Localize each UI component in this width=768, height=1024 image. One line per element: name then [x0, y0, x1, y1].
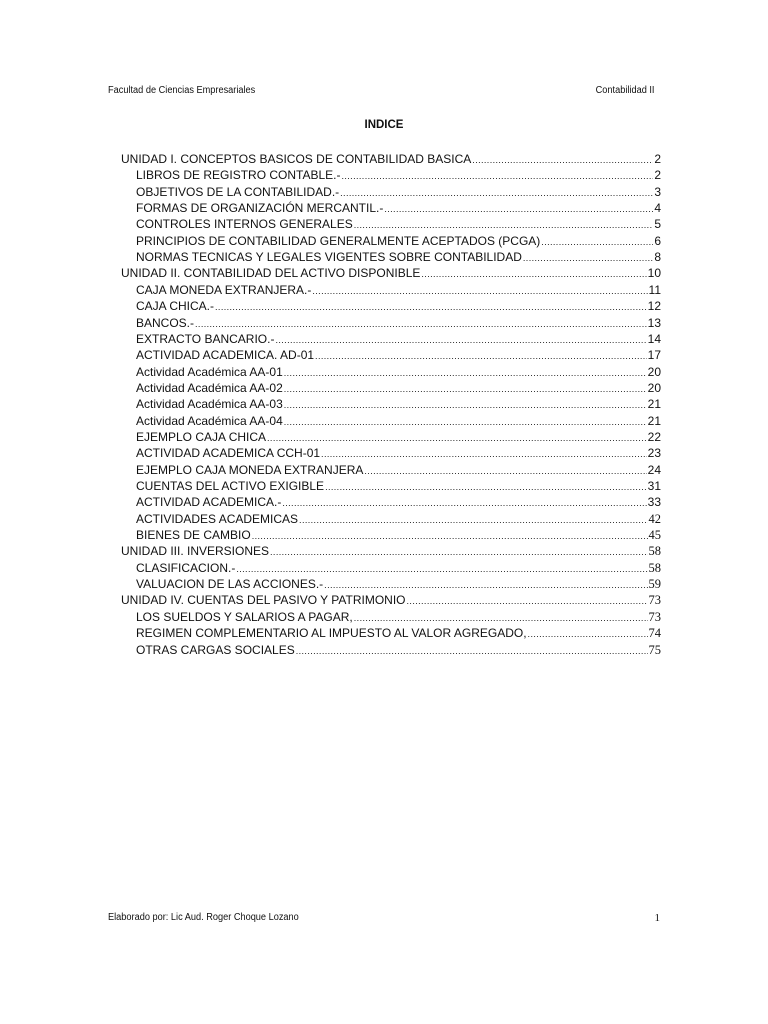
toc-entry[interactable] — [136, 413, 661, 429]
toc-entry[interactable] — [136, 249, 661, 265]
toc-entry-label: Actividad Académica AA-02 — [136, 380, 283, 395]
page-header — [108, 85, 655, 99]
dot-leader — [195, 316, 647, 331]
toc-entry-label: REGIMEN COMPLEMENTARIO AL IMPUESTO AL VALOR AGREGADO, — [136, 626, 527, 641]
toc-entry-page: 58 — [648, 560, 661, 575]
toc-unit-entry[interactable] — [121, 543, 661, 559]
toc-entry-page: 2 — [654, 152, 661, 166]
toc-entry[interactable] — [136, 609, 661, 625]
dot-leader — [267, 430, 647, 445]
dot-leader — [299, 512, 647, 527]
dot-leader — [252, 528, 648, 543]
dot-leader — [321, 446, 647, 461]
toc-entry[interactable] — [136, 560, 661, 576]
toc-entry-label: CUENTAS DEL ACTIVO EXIGIBLE — [136, 479, 325, 493]
toc-entry-label: EJEMPLO CAJA MONEDA EXTRANJERA — [136, 462, 364, 477]
toc-entry-label: ACTIVIDAD ACADEMICA CCH-01 — [136, 446, 321, 461]
dot-leader — [325, 479, 647, 494]
toc-entry[interactable] — [136, 642, 661, 658]
toc-entry-label: NORMAS TECNICAS Y LEGALES VIGENTES SOBRE CONTABILIDAD — [136, 250, 522, 265]
toc-entry-page: 17 — [647, 348, 661, 363]
toc-entry-page: 4 — [654, 201, 661, 216]
toc-entry-page: 73 — [648, 609, 661, 624]
toc-entry-label: OBJETIVOS DE LA CONTABILIDAD.- — [136, 184, 340, 199]
toc-entry-label: LIBROS DE REGISTRO CONTABLE.- — [136, 168, 341, 183]
toc-entry-label: BIENES DE CAMBIO — [136, 528, 251, 543]
dot-leader — [282, 495, 646, 510]
dot-leader — [384, 201, 653, 216]
toc-entry-page: 20 — [647, 380, 661, 395]
toc-entry-page: 42 — [648, 511, 661, 526]
toc-entry-page: 75 — [648, 642, 661, 657]
toc-entry-label: UNIDAD IV. CUENTAS DEL PASIVO Y PATRIMONIO — [121, 593, 406, 608]
dot-leader — [523, 250, 653, 265]
dot-leader — [407, 593, 648, 608]
toc-entry-page: 23 — [647, 446, 661, 461]
toc-entry-label: Actividad Académica AA-04 — [136, 413, 283, 428]
toc-entry-label: Actividad Académica AA-03 — [136, 397, 283, 412]
dot-leader — [472, 152, 653, 167]
dot-leader — [312, 283, 647, 298]
dot-leader — [341, 168, 653, 183]
toc-entry[interactable] — [136, 216, 661, 232]
toc-entry-label: ACTIVIDADES ACADEMICAS — [136, 511, 299, 526]
dot-leader — [284, 397, 647, 412]
dot-leader — [421, 266, 646, 281]
toc-entry-label: OTRAS CARGAS SOCIALES — [136, 642, 295, 657]
toc-entry-label: UNIDAD III. INVERSIONES — [121, 544, 270, 559]
dot-leader — [528, 626, 648, 641]
toc-entry[interactable] — [136, 576, 661, 592]
dot-leader — [315, 348, 647, 363]
toc-entry-page: 74 — [648, 626, 661, 641]
toc-entry-page: 12 — [647, 299, 661, 314]
toc-entry-page: 3 — [654, 184, 661, 199]
page-footer — [108, 912, 660, 926]
toc-entry[interactable] — [136, 511, 661, 527]
toc-entry[interactable] — [136, 429, 661, 445]
toc-entry[interactable] — [136, 282, 661, 298]
dot-leader — [275, 332, 646, 347]
toc-unit-entry[interactable] — [121, 151, 661, 167]
toc-entry-label: FORMAS DE ORGANIZACIÓN MERCANTIL.- — [136, 201, 384, 216]
page-title: INDICE — [364, 119, 404, 131]
toc-entry-page: 31 — [647, 479, 661, 493]
toc-entry-page: 73 — [648, 593, 661, 608]
toc-entry-page: 21 — [647, 397, 661, 412]
toc-entry-page: 33 — [647, 495, 661, 510]
toc-entry-label: UNIDAD I. CONCEPTOS BASICOS DE CONTABILIDAD BASICA — [121, 152, 472, 166]
toc-entry[interactable] — [136, 527, 661, 543]
toc-entry-label: CAJA CHICA.- — [136, 299, 215, 314]
toc-entry-label: ACTIVIDAD ACADEMICA. AD-01 — [136, 348, 315, 363]
dot-leader — [284, 381, 647, 396]
dot-leader — [364, 463, 646, 478]
toc-entry-page: 8 — [654, 250, 661, 265]
toc-entry-page: 24 — [647, 462, 661, 477]
footer-author: Elaborado por: Lic Aud. Roger Choque Lozano — [108, 912, 299, 923]
toc-entry-page: 10 — [647, 266, 661, 281]
toc-entry-page: 6 — [654, 233, 661, 248]
dot-leader — [284, 414, 647, 429]
header-course: Contabilidad II — [595, 85, 655, 96]
toc-entry-page: 45 — [648, 528, 661, 543]
toc-entry-label: UNIDAD II. CONTABILIDAD DEL ACTIVO DISPONIBLE — [121, 266, 421, 281]
toc-entry-label: CONTROLES INTERNOS GENERALES — [136, 217, 353, 232]
toc-entry-label: LOS SUELDOS Y SALARIOS A PAGAR, — [136, 609, 353, 624]
toc-entry[interactable] — [136, 331, 661, 347]
dot-leader — [340, 185, 653, 200]
toc-entry[interactable] — [136, 462, 661, 478]
toc-entry[interactable] — [136, 315, 661, 331]
toc-entry-page: 5 — [654, 217, 661, 232]
dot-leader — [215, 299, 647, 314]
dot-leader — [284, 365, 647, 380]
toc-entry[interactable] — [136, 364, 661, 380]
toc-entry-page: 14 — [647, 331, 661, 346]
toc-entry-label: VALUACION DE LAS ACCIONES.- — [136, 577, 324, 592]
toc-entry[interactable] — [136, 494, 661, 510]
dot-leader — [541, 234, 653, 249]
toc-entry-page: 21 — [647, 413, 661, 428]
toc-entry-page: 11 — [648, 282, 661, 297]
dot-leader — [296, 643, 648, 658]
dot-leader — [324, 577, 647, 592]
toc-entry-page: 59 — [648, 577, 661, 592]
toc-entry-page: 58 — [648, 544, 661, 559]
toc-entry[interactable] — [136, 347, 661, 363]
toc-entry[interactable] — [136, 380, 661, 396]
toc-entry[interactable] — [136, 200, 661, 216]
page-number: 1 — [654, 912, 660, 924]
toc-entry[interactable] — [136, 478, 661, 494]
toc-unit-entry[interactable] — [121, 265, 661, 281]
toc-entry-page: 22 — [647, 429, 661, 444]
dot-leader — [270, 544, 647, 559]
toc-entry[interactable] — [136, 625, 661, 641]
toc-entry[interactable] — [136, 233, 661, 249]
dot-leader — [354, 217, 654, 232]
toc-entry-label: BANCOS.- — [136, 315, 195, 330]
toc-entry[interactable] — [136, 167, 661, 183]
toc-entry-label: Actividad Académica AA-01 — [136, 364, 283, 379]
dot-leader — [236, 561, 647, 576]
toc-entry[interactable] — [136, 184, 661, 200]
toc-entry-label: ACTIVIDAD ACADEMICA.- — [136, 495, 282, 510]
header-faculty: Facultad de Ciencias Empresariales — [108, 85, 256, 96]
toc-entry[interactable] — [136, 298, 661, 314]
toc-entry-page: 2 — [654, 168, 661, 183]
toc-entry[interactable] — [136, 396, 661, 412]
toc-unit-entry[interactable] — [121, 592, 661, 608]
toc-entry-label: EXTRACTO BANCARIO.- — [136, 331, 275, 346]
toc-entry-page: 13 — [647, 315, 661, 330]
toc-entry-label: PRINCIPIOS DE CONTABILIDAD GENERALMENTE ACEPTADOS (PCGA) — [136, 233, 541, 248]
toc-entry[interactable] — [136, 445, 661, 461]
toc-entry-label: CAJA MONEDA EXTRANJERA.- — [136, 282, 312, 297]
dot-leader — [354, 610, 648, 625]
toc-entry-label: EJEMPLO CAJA CHICA — [136, 429, 267, 444]
toc-entry-label: CLASIFICACION.- — [136, 560, 236, 575]
toc-entry-page: 20 — [647, 364, 661, 379]
